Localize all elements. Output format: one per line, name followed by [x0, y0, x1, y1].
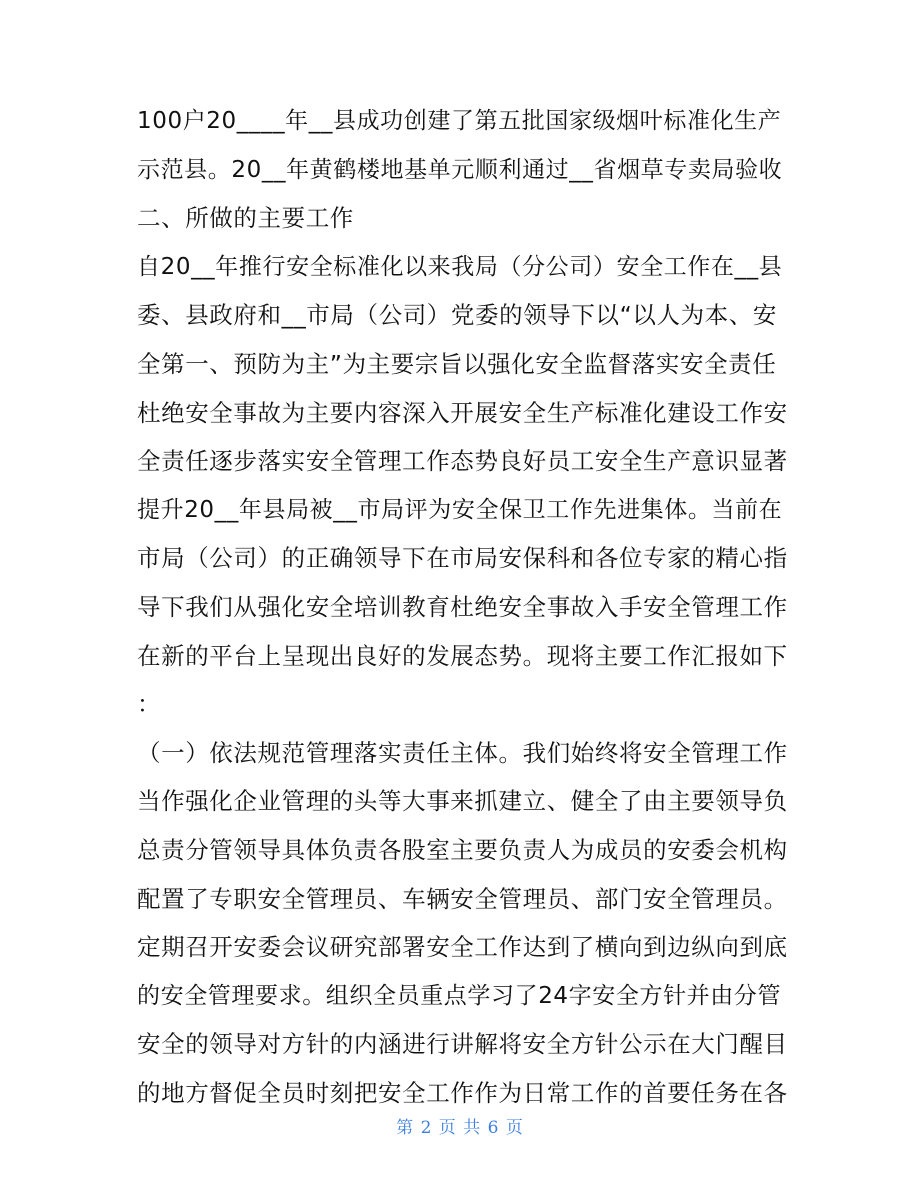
text-line-17: 配置了专职安全管理员、车辆安全管理员、部门安全管理员。 [137, 885, 788, 913]
text-line-15: 当作强化企业管理的头等大事来抓建立、健全了由主要领导负 [137, 787, 788, 815]
text-line-2: 示范县。20__年黄鹤楼地基单元顺利通过__省烟草专卖局验收 [137, 157, 783, 183]
text-line-14: （一）依法规范管理落实责任主体。我们始终将安全管理工作 [137, 739, 788, 767]
text-line-19: 的安全管理要求。组织全员重点学习了24字安全方针并由分管 [137, 983, 782, 1009]
text-line-8: 全责任逐步落实安全管理工作态势良好员工安全生产意识显著 [137, 447, 788, 475]
text-line-21: 的地方督促全员时刻把安全工作作为日常工作的首要任务在各 [137, 1079, 788, 1107]
text-line-9: 提升20__年县局被__市局评为安全保卫工作先进集体。当前在 [137, 497, 783, 523]
page-number-footer: 第 2 页 共 6 页 [396, 1118, 524, 1138]
text-line-16: 总责分管领导具体负责各股室主要负责人为成员的安委会机构 [137, 836, 788, 864]
text-line-5: 委、县政府和__市局（公司）党委的领导下以“以人为本、安 [137, 301, 777, 329]
section-heading: 二、所做的主要工作 [137, 204, 354, 232]
text-line-11: 导下我们从强化安全培训教育杜绝安全事故入手安全管理工作 [137, 593, 788, 621]
text-line-4: 自20__年推行安全标准化以来我局（分公司）安全工作在__县 [137, 254, 783, 280]
text-line-18: 定期召开安委会议研究部署安全工作达到了横向到边纵向到底 [137, 933, 788, 961]
text-line-6: 全第一、预防为主”为主要宗旨以强化安全监督落实安全责任 [137, 350, 777, 378]
text-line-20: 安全的领导对方针的内涵进行讲解将安全方针公示在大门醒目 [137, 1030, 788, 1058]
text-line-10: 市局（公司）的正确领导下在市局安保科和各位专家的精心指 [137, 544, 788, 572]
text-line-7: 杜绝安全事故为主要内容深入开展安全生产标准化建设工作安 [137, 399, 788, 427]
text-line-12: 在新的平台上呈现出良好的发展态势。现将主要工作汇报如下 [137, 642, 788, 670]
text-line-1: 100户20____年__县成功创建了第五批国家级烟叶标准化生产 [137, 108, 782, 134]
text-line-13: ： [137, 690, 162, 718]
